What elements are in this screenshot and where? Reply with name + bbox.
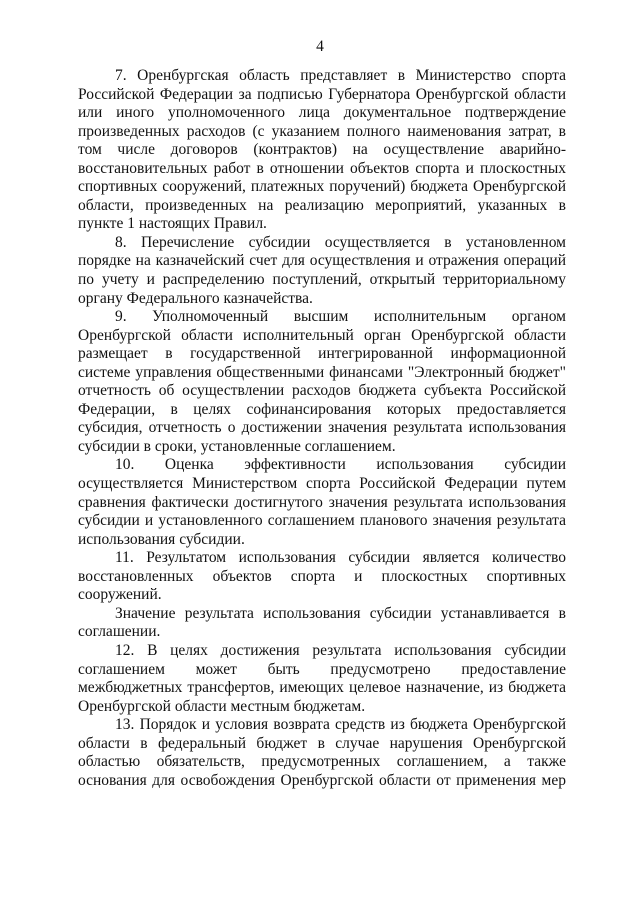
page-number: 4: [316, 38, 324, 55]
paragraph-13: 13. Порядок и условия возврата средств из бюджета Оренбургской области в федеральный бюджет в случае нарушения Оренбургской областью обязательств, предусмотренных соглашением, а также основания для освобождения Оренбургской области от применения мер: [78, 716, 566, 789]
paragraph-11: 11. Результатом использования субсидии является количество восстановленных объектов спорта и плоскостных спортивных сооружений.: [78, 549, 566, 604]
paragraph-7: 7. Оренбургская область представляет в Министерство спорта Российской Федерации за подписью Губернатора Оренбургской области или иного уполномоченного лица документальное подтверждение произведенных расходов (с указанием полного наименования затрат, в том числе договоров (контрактов) на осуществление аварийно-восстановительных работ в отношении объектов спорта и плоскостных спортивных сооружений, платежных поручений) бюджета Оренбургской области, произведенных на реализацию мероприятий, указанных в пункте 1 настоящих Правил.: [78, 67, 566, 233]
document-body: [78, 67, 566, 790]
paragraph-11-result-value: Значение результата использования субсидии устанавливается в соглашении.: [78, 604, 566, 641]
paragraph-12: 12. В целях достижения результата использования субсидии соглашением может быть предусмотрено предоставление межбюджетных трансфертов, имеющих целевое назначение, из бюджета Оренбургской области местным бюджетам.: [78, 641, 566, 715]
paragraph-8: 8. Перечисление субсидии осуществляется в установленном порядке на казначейский счет для осуществления и отражения операций по учету и распределению поступлений, открытый территориальному органу Федерального казначейства.: [78, 233, 566, 307]
paragraph-10: 10. Оценка эффективности использования субсидии осуществляется Министерством спорта Российской Федерации путем сравнения фактически достигнутого значения результата использования субсидии и установленного соглашением планового значения результата использования субсидии.: [78, 456, 566, 548]
paragraph-9: 9. Уполномоченный высшим исполнительным органом Оренбургской области исполнительный орган Оренбургской области размещает в государственной интегрированной информационной системе управления общественными финансами "Электронный бюджет" отчетность об осуществлении расходов бюджета субъекта Российской Федерации, в целях софинансирования которых предоставляется субсидия, отчетность о достижении значения результата использования субсидии в сроки, установленные соглашением.: [78, 308, 566, 455]
